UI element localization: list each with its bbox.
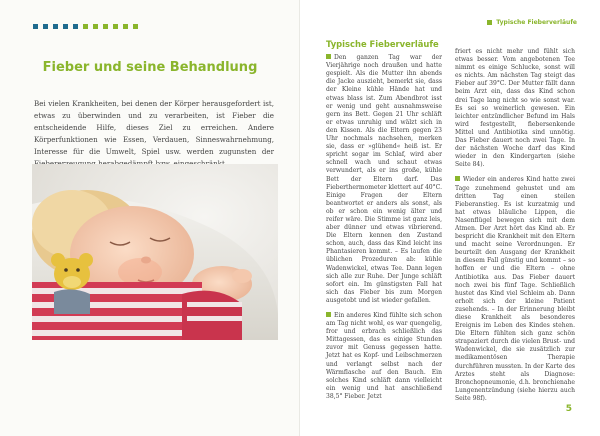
- page-number: 5: [565, 404, 572, 414]
- deco-square-icon: [53, 24, 58, 29]
- deco-square-icon: [83, 24, 88, 29]
- running-head: [487, 19, 577, 26]
- bullet-square-icon: [326, 54, 331, 59]
- deco-square-icon: [103, 24, 108, 29]
- deco-square-icon: [33, 24, 38, 29]
- running-head-text: Typische Fieberverläufe: [496, 19, 577, 26]
- deco-square-icon: [43, 24, 48, 29]
- deco-square-icon: [63, 24, 68, 29]
- intro-paragraph: Bei vielen Krankheiten, bei denen der Körper herausgefordert ist, etwas zu überwinden und zu verarbeiten, ist Fieber die entscheidende Hilfe, dieses Ziel zu erreichen. Andere Körperfunktionen wie Essen, Verdauen, Sinneswahrnehmung, Interesse für die Umwelt, Spiel usw. werden zugunsten der: [34, 99, 274, 156]
- deco-square-icon: [93, 24, 98, 29]
- deco-square-icon: [73, 24, 78, 29]
- text-column-1: [326, 40, 442, 408]
- running-head-square-icon: [487, 20, 492, 25]
- sleeping-child-photo: [32, 164, 278, 340]
- deco-square-icon: [113, 24, 118, 29]
- paragraph-text: Wieder ein anderes Kind hatte zwei Tage zunehmend gehustet und am dritten Tag einen steilen Fieberanstieg. Es ist kurzatmig und hat etwas bläuliche Lippen, die Nasenflügel bewegen sich mit dem Atmen. Der Arzt hört das Kind ab. Er bespricht die Krankheit mit den Eltern und macht seine Verordnungen. Er beurteilt den Ausgang der Krankheit in diesem Fall günstig und kommt – so hoffen er und die Eltern – ohne Antibiotika aus. Das Fieber dauert noch zwei bis fünf Tage. Schließlich hustet das Kind viel Schleim ab. Dann erholt sich der kleine Patient zusehends. – In der Erinnerung bleibt diese Krankheit als besonderes Ereignis im Leben des Kindes stehen. Die Eltern fühlten sich ganz schön strapaziert durch die vielen Brust- und Wadenwickel, die sie zusätzlich zur medikamentösen Therapie durchführen mussten. In der Karte des Arztes steht als Diagnose: Bronchopneumonie, d.h. bronchienahe Lungenentzündung (siehe hierzu auch Seite 98f).: [455, 176, 575, 402]
- bullet-square-icon: [455, 176, 460, 181]
- bullet-square-icon: [326, 312, 331, 317]
- deco-square-icon: [133, 24, 138, 29]
- section-title: Typische Fieberverläufe: [326, 39, 439, 49]
- decorative-squares: [33, 24, 138, 29]
- paragraph-text: Den ganzen Tag war der Vierjährige noch draußen und hatte gespielt. Als die Mutter ihn abends die Jacke auszieht, bemerkt sie, dass der Kleine kühle Hände hat und etwas blass ist. Zum Abendbrot isst er wenig und geht ausnahmsweise gern ins Bett. Gegen 21 Uhr schläft er etwas unruhig und wälzt sich in den Kissen. Als die Eltern gegen 23 Uhr nochmals nachsehen, merken sie, dass er »glühend« heiß ist. Er spricht sogar im Schlaf, wird aber schnell wach und schaut etwas verwundert, als er ins große, kühle Bett der Eltern darf. Das Fieberthermometer klettert auf 40°C. Einige Fragen der Eltern beantwortet er anders als sonst, als ob er schon ein wenig älter und reifer wäre. Die Stimme ist ganz leis, aber dünner und etwas vibrierend. Die Eltern kennen den Zustand schon, auch, dass das Kind leicht ins Phantasieren kommt. – Es laufen die üblichen Prozeduren ab: kühle Wadenwickel, etwas Tee. Dann legen sich alle zur Ruhe. Der Junge schläft sofort ein. Im günstigsten Fall hat sich das Fieber bis zum Morgen ausgetobt und ist wieder gefallen.: [326, 54, 442, 304]
- deco-square-icon: [123, 24, 128, 29]
- paragraph: [455, 48, 575, 169]
- paragraph: [326, 312, 442, 401]
- paragraph: [326, 54, 442, 305]
- paragraph: [455, 176, 575, 403]
- paragraph-text: Ein anderes Kind fühlte sich schon am Tag nicht wohl, es war quengelig, fror und erbrach schließlich das Mittagessen, das es einige Stunden zuvor mit Genuss gegessen hatte. Jetzt hat es Kopf- und Leibschmerzen und verlangt selbst nach der Wärmflasche auf den Bauch. Ein solches Kind schläft dann vielleicht ein wenig und hat anschließend 38,5° Fieber. Jetzt: [326, 312, 442, 400]
- paragraph-text: friert es nicht mehr und fühlt sich etwas besser. Vom angebotenen Tee nimmt es einige Schlucke, sonst will es nichts. Am nächsten Tag steigt das Fieber auf 39°C. Der Mutter fällt dann beim Arzt ein, dass das Kind schon drei Tage lang nicht so wie sonst war. Es sei so weinerlich gewesen. Ein leichter entzündlicher Befund im Hals wird festgestellt, fiebersenkende Mittel und Antibiotika sind unnötig. Das Fieber dauert noch zwei Tage. In der nächsten Woche darf das Kind wieder in den Kindergarten (siehe Seite 84).: [455, 48, 575, 169]
- chapter-title: Fieber und seine Behandlung: [42, 60, 258, 75]
- text-column-2: [455, 48, 575, 410]
